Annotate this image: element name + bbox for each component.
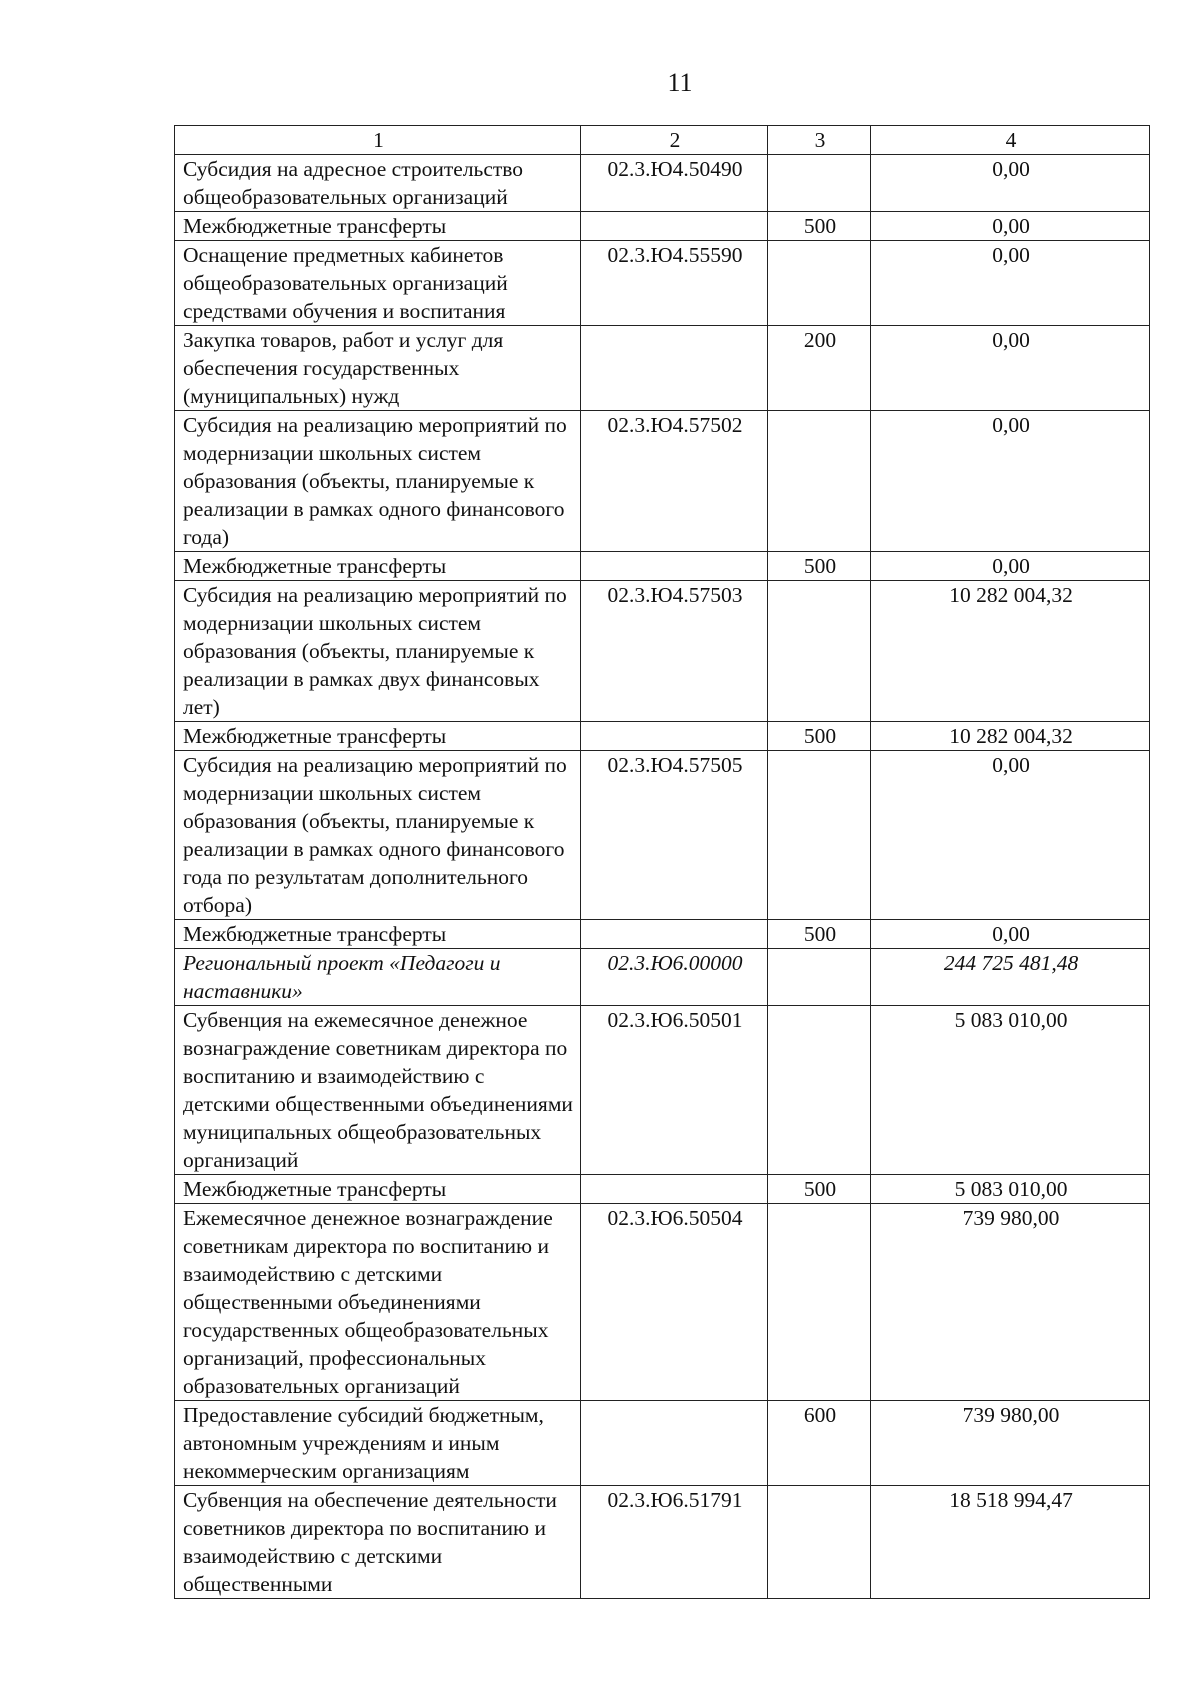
row-name-cell: Межбюджетные трансферты — [175, 552, 581, 581]
row-amount-cell: 0,00 — [871, 241, 1150, 326]
row-amount-cell: 0,00 — [871, 411, 1150, 552]
row-name-cell: Межбюджетные трансферты — [175, 1175, 581, 1204]
row-name-cell: Ежемесячное денежное вознаграждение советникам директора по воспитанию и взаимодействию с детскими общественными объединениями государственных общеобразовательных организаций, профессиональных образовательных организаций — [175, 1204, 581, 1401]
row-amount-cell: 0,00 — [871, 751, 1150, 920]
header-col-2: 2 — [581, 126, 768, 155]
row-expense-type-cell: 500 — [768, 722, 871, 751]
row-code-cell: 02.3.Ю6.51791 — [581, 1486, 768, 1599]
row-amount-cell: 0,00 — [871, 552, 1150, 581]
row-expense-type-cell — [768, 1486, 871, 1599]
page-number: 11 — [667, 68, 693, 97]
row-code-cell — [581, 1175, 768, 1204]
row-expense-type-cell: 500 — [768, 920, 871, 949]
row-expense-type-cell — [768, 155, 871, 212]
table-row — [175, 949, 1150, 1006]
row-name-cell: Межбюджетные трансферты — [175, 212, 581, 241]
row-name-cell: Оснащение предметных кабинетов общеобразовательных организаций средствами обучения и воспитания — [175, 241, 581, 326]
table-row — [175, 1486, 1150, 1599]
table-row — [175, 552, 1150, 581]
row-amount-cell: 5 083 010,00 — [871, 1175, 1150, 1204]
row-code-cell: 02.3.Ю6.00000 — [581, 949, 768, 1006]
row-amount-cell: 244 725 481,48 — [871, 949, 1150, 1006]
row-name-cell: Субвенция на ежемесячное денежное вознаграждение советникам директора по воспитанию и взаимодействию с детскими общественными объединениями муниципальных общеобразовательных организаций — [175, 1006, 581, 1175]
row-name-cell: Предоставление субсидий бюджетным, автономным учреждениям и иным некоммерческим организациям — [175, 1401, 581, 1486]
row-amount-cell: 0,00 — [871, 155, 1150, 212]
row-expense-type-cell: 600 — [768, 1401, 871, 1486]
row-code-cell: 02.3.Ю6.50501 — [581, 1006, 768, 1175]
budget-table — [174, 125, 1150, 1599]
row-amount-cell: 0,00 — [871, 212, 1150, 241]
row-code-cell — [581, 1401, 768, 1486]
row-amount-cell: 10 282 004,32 — [871, 722, 1150, 751]
table-row — [175, 1401, 1150, 1486]
row-expense-type-cell: 500 — [768, 212, 871, 241]
row-name-cell: Межбюджетные трансферты — [175, 722, 581, 751]
row-amount-cell: 0,00 — [871, 920, 1150, 949]
row-expense-type-cell: 500 — [768, 552, 871, 581]
table-row — [175, 920, 1150, 949]
row-code-cell: 02.3.Ю4.55590 — [581, 241, 768, 326]
row-amount-cell: 0,00 — [871, 326, 1150, 411]
row-expense-type-cell: 500 — [768, 1175, 871, 1204]
row-name-cell: Региональный проект «Педагоги и наставники» — [175, 949, 581, 1006]
row-code-cell — [581, 722, 768, 751]
table-row — [175, 581, 1150, 722]
row-expense-type-cell: 200 — [768, 326, 871, 411]
table-row — [175, 751, 1150, 920]
table-row — [175, 1175, 1150, 1204]
row-name-cell: Межбюджетные трансферты — [175, 920, 581, 949]
row-code-cell: 02.3.Ю6.50504 — [581, 1204, 768, 1401]
row-code-cell — [581, 552, 768, 581]
table-row — [175, 212, 1150, 241]
row-code-cell: 02.3.Ю4.57502 — [581, 411, 768, 552]
row-name-cell: Субсидия на реализацию мероприятий по модернизации школьных систем образования (объекты, планируемые к реализации в рамках двух финансовых лет) — [175, 581, 581, 722]
header-col-4: 4 — [871, 126, 1150, 155]
row-code-cell — [581, 212, 768, 241]
table-row — [175, 326, 1150, 411]
table-row — [175, 411, 1150, 552]
row-code-cell: 02.3.Ю4.50490 — [581, 155, 768, 212]
row-amount-cell: 18 518 994,47 — [871, 1486, 1150, 1599]
row-name-cell: Субсидия на реализацию мероприятий по модернизации школьных систем образования (объекты, планируемые к реализации в рамках одного финансового года) — [175, 411, 581, 552]
row-expense-type-cell — [768, 241, 871, 326]
row-name-cell: Субсидия на адресное строительство общеобразовательных организаций — [175, 155, 581, 212]
row-code-cell — [581, 326, 768, 411]
row-amount-cell: 739 980,00 — [871, 1401, 1150, 1486]
table-row — [175, 722, 1150, 751]
header-col-1: 1 — [175, 126, 581, 155]
row-code-cell — [581, 920, 768, 949]
row-amount-cell: 5 083 010,00 — [871, 1006, 1150, 1175]
row-name-cell: Закупка товаров, работ и услуг для обеспечения государственных (муниципальных) нужд — [175, 326, 581, 411]
table-row — [175, 1006, 1150, 1175]
table-row — [175, 241, 1150, 326]
header-col-3: 3 — [768, 126, 871, 155]
row-amount-cell: 10 282 004,32 — [871, 581, 1150, 722]
row-name-cell: Субсидия на реализацию мероприятий по модернизации школьных систем образования (объекты, планируемые к реализации в рамках одного финансового года по результатам дополнительного отбора) — [175, 751, 581, 920]
row-expense-type-cell — [768, 751, 871, 920]
row-expense-type-cell — [768, 581, 871, 722]
row-expense-type-cell — [768, 949, 871, 1006]
row-expense-type-cell — [768, 1204, 871, 1401]
table-header-row — [175, 126, 1150, 155]
table-row — [175, 155, 1150, 212]
row-code-cell: 02.3.Ю4.57505 — [581, 751, 768, 920]
row-amount-cell: 739 980,00 — [871, 1204, 1150, 1401]
row-code-cell: 02.3.Ю4.57503 — [581, 581, 768, 722]
table-row — [175, 1204, 1150, 1401]
row-expense-type-cell — [768, 1006, 871, 1175]
row-name-cell: Субвенция на обеспечение деятельности советников директора по воспитанию и взаимодействию с детскими общественными — [175, 1486, 581, 1599]
row-expense-type-cell — [768, 411, 871, 552]
